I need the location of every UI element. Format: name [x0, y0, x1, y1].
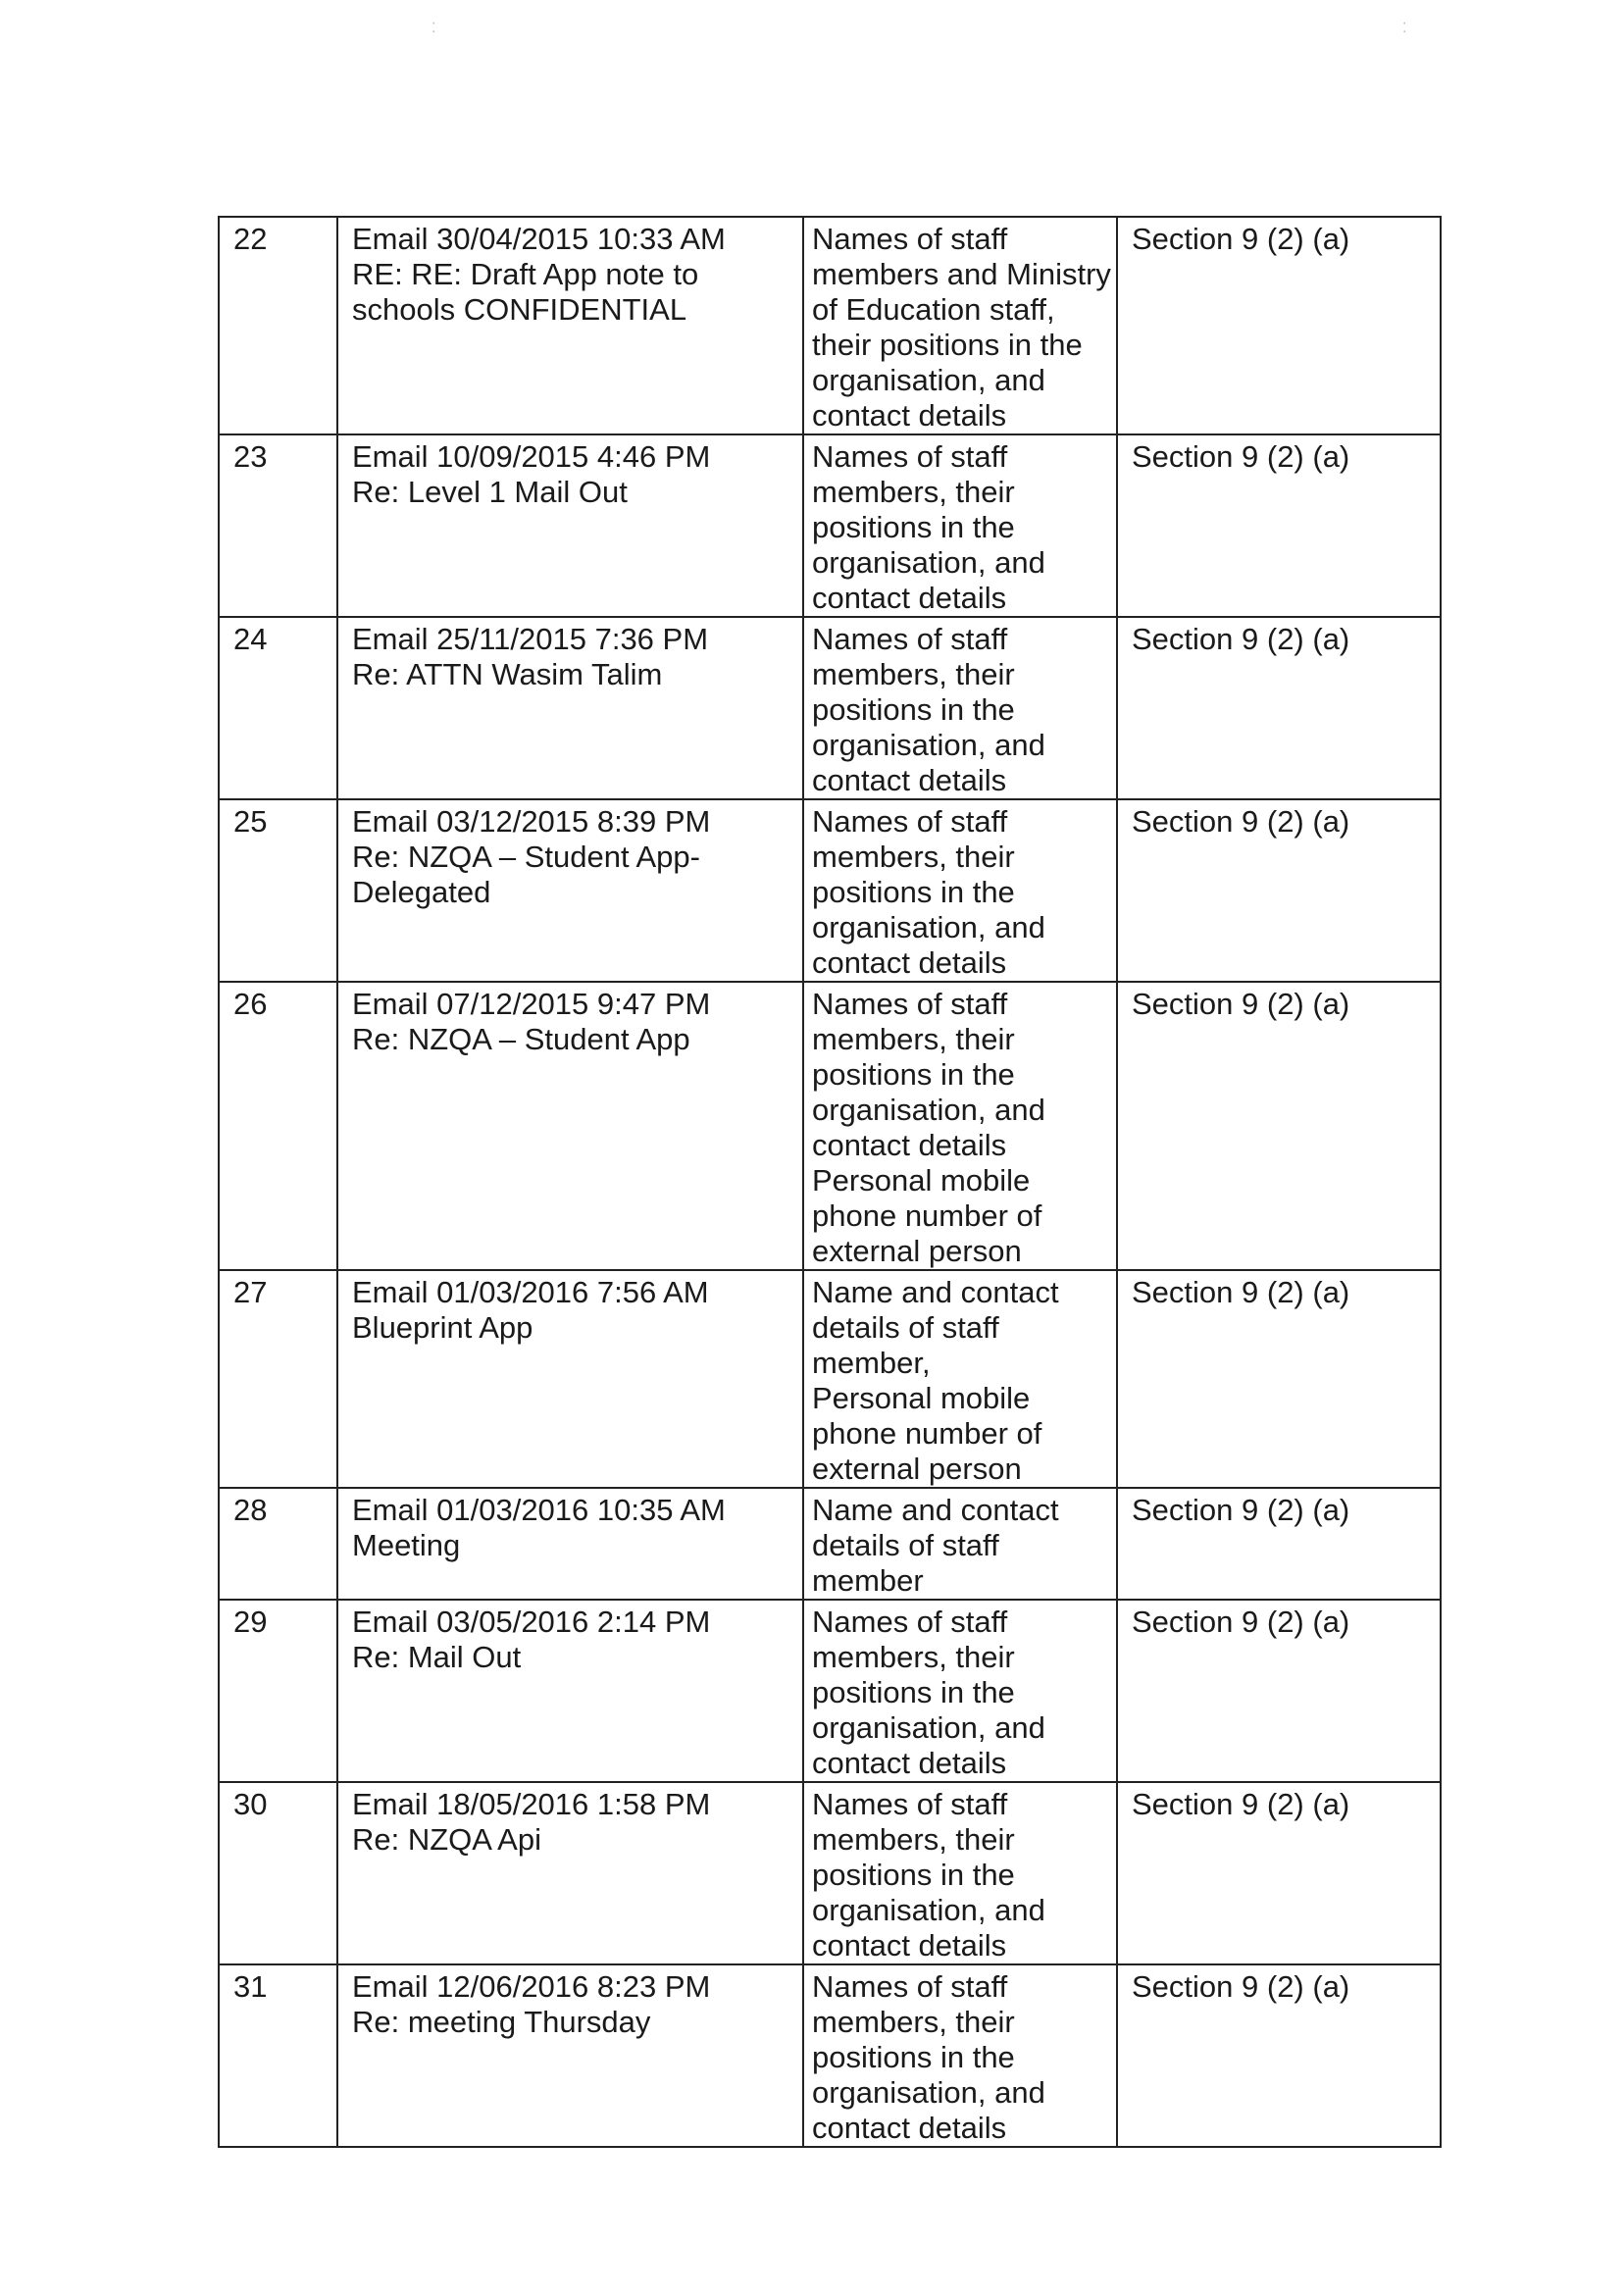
withheld-info-cell — [803, 1782, 1117, 1964]
section-cell — [1117, 1270, 1441, 1488]
document-description-line: Re: NZQA Api — [352, 1822, 541, 1857]
section-reference: Section 9 (2) (a) — [1132, 1275, 1350, 1309]
section-reference: Section 9 (2) (a) — [1132, 804, 1350, 839]
table-row — [219, 1782, 1441, 1964]
withheld-info-cell — [803, 1488, 1117, 1600]
withheld-info-line: contact details — [812, 1746, 1007, 1780]
document-description-line: Re: ATTN Wasim Talim — [352, 657, 663, 691]
withheld-info-line: members, their — [812, 1640, 1015, 1674]
document-schedule-table — [218, 216, 1442, 2148]
document-description-line: Email 12/06/2016 8:23 PM — [352, 1969, 711, 2004]
withheld-info-line: Name and contact — [812, 1275, 1059, 1309]
document-description-line: Re: Level 1 Mail Out — [352, 475, 628, 509]
document-description-cell — [337, 1270, 803, 1488]
withheld-info-line: contact details — [812, 2111, 1007, 2145]
document-description-line: Email 03/12/2015 8:39 PM — [352, 804, 711, 839]
table-row — [219, 799, 1441, 982]
document-number-cell — [219, 434, 337, 617]
withheld-info-line: contact details — [812, 763, 1007, 797]
document-number: 31 — [233, 1969, 268, 2004]
document-number: 23 — [233, 439, 268, 474]
withheld-info-line: members, their — [812, 2005, 1015, 2039]
withheld-info-cell — [803, 982, 1117, 1270]
withheld-info-line: organisation, and — [812, 1893, 1045, 1927]
section-reference: Section 9 (2) (a) — [1132, 987, 1350, 1021]
document-description-line: Re: NZQA – Student App- — [352, 840, 700, 874]
withheld-info-line: Names of staff — [812, 804, 1008, 839]
withheld-info-line: contact details — [812, 1128, 1007, 1162]
withheld-info-line: Names of staff — [812, 1605, 1008, 1639]
document-number-cell — [219, 1600, 337, 1782]
document-description-line: schools CONFIDENTIAL — [352, 292, 687, 327]
document-number: 25 — [233, 804, 268, 839]
withheld-info-line: Names of staff — [812, 1787, 1008, 1821]
document-description-cell — [337, 617, 803, 799]
document-number-cell — [219, 617, 337, 799]
document-number: 30 — [233, 1787, 268, 1821]
withheld-info-line: contact details — [812, 581, 1007, 615]
section-reference: Section 9 (2) (a) — [1132, 1969, 1350, 2004]
document-description-cell — [337, 434, 803, 617]
withheld-info-line: organisation, and — [812, 2075, 1045, 2110]
document-number-cell — [219, 1488, 337, 1600]
withheld-info-line: organisation, and — [812, 1093, 1045, 1127]
section-cell — [1117, 1782, 1441, 1964]
withheld-info-cell — [803, 1964, 1117, 2147]
withheld-info-cell — [803, 434, 1117, 617]
withheld-info-line: organisation, and — [812, 910, 1045, 944]
table-row — [219, 1964, 1441, 2147]
withheld-info-line: contact details — [812, 1928, 1007, 1963]
withheld-info-line: positions in the — [812, 875, 1015, 909]
document-number-cell — [219, 217, 337, 434]
withheld-info-line: Names of staff — [812, 222, 1008, 256]
withheld-info-line: positions in the — [812, 1057, 1015, 1092]
withheld-info-line: details of staff — [812, 1528, 999, 1562]
document-description-line: Blueprint App — [352, 1310, 533, 1345]
document-description-cell — [337, 1782, 803, 1964]
withheld-info-line: members, their — [812, 1822, 1015, 1857]
withheld-info-line: positions in the — [812, 2040, 1015, 2074]
withheld-info-line: positions in the — [812, 510, 1015, 544]
table-row — [219, 982, 1441, 1270]
withheld-info-line: member, — [812, 1346, 931, 1380]
document-number-cell — [219, 799, 337, 982]
withheld-info-line: contact details — [812, 398, 1007, 433]
section-cell — [1117, 1488, 1441, 1600]
section-reference: Section 9 (2) (a) — [1132, 222, 1350, 256]
withheld-info-line: their positions in the — [812, 328, 1083, 362]
document-description-cell — [337, 1964, 803, 2147]
section-reference: Section 9 (2) (a) — [1132, 1787, 1350, 1821]
withheld-info-line: positions in the — [812, 692, 1015, 727]
withheld-info-line: Names of staff — [812, 987, 1008, 1021]
withheld-info-line: phone number of — [812, 1198, 1042, 1233]
withheld-info-line: external person — [812, 1234, 1022, 1268]
withheld-info-cell — [803, 217, 1117, 434]
document-description-cell — [337, 217, 803, 434]
scan-speck: ⁚ — [1402, 20, 1407, 35]
document-number: 29 — [233, 1605, 268, 1639]
section-cell — [1117, 617, 1441, 799]
table-row — [219, 1488, 1441, 1600]
withheld-info-line: members, their — [812, 840, 1015, 874]
document-description-line: Email 25/11/2015 7:36 PM — [352, 622, 709, 656]
withheld-info-cell — [803, 617, 1117, 799]
scan-speck: ⁚ — [431, 20, 436, 35]
document-number: 27 — [233, 1275, 268, 1309]
withheld-info-line: members and Ministry — [812, 257, 1111, 291]
withheld-info-cell — [803, 1600, 1117, 1782]
withheld-info-line: positions in the — [812, 1675, 1015, 1709]
withheld-info-line: details of staff — [812, 1310, 999, 1345]
document-number: 28 — [233, 1493, 268, 1527]
document-number: 22 — [233, 222, 268, 256]
table-row — [219, 434, 1441, 617]
document-number-cell — [219, 1270, 337, 1488]
withheld-info-line: organisation, and — [812, 363, 1045, 397]
withheld-info-cell — [803, 1270, 1117, 1488]
document-description-line: Re: meeting Thursday — [352, 2005, 651, 2039]
document-description-line: Email 18/05/2016 1:58 PM — [352, 1787, 711, 1821]
withheld-info-line: members, their — [812, 475, 1015, 509]
section-reference: Section 9 (2) (a) — [1132, 439, 1350, 474]
withheld-info-line: members, their — [812, 657, 1015, 691]
withheld-info-cell — [803, 799, 1117, 982]
section-reference: Section 9 (2) (a) — [1132, 1493, 1350, 1527]
document-description-line: Delegated — [352, 875, 491, 909]
withheld-info-line: phone number of — [812, 1416, 1042, 1451]
table-row — [219, 1600, 1441, 1782]
document-description-cell — [337, 982, 803, 1270]
section-reference: Section 9 (2) (a) — [1132, 622, 1350, 656]
document-description-line: Meeting — [352, 1528, 461, 1562]
withheld-info-line: Names of staff — [812, 439, 1008, 474]
document-number: 24 — [233, 622, 268, 656]
withheld-info-line: Names of staff — [812, 622, 1008, 656]
document-description-cell — [337, 1600, 803, 1782]
table-row — [219, 617, 1441, 799]
section-cell — [1117, 799, 1441, 982]
section-cell — [1117, 982, 1441, 1270]
withheld-info-line: Personal mobile — [812, 1381, 1031, 1415]
withheld-info-line: members, their — [812, 1022, 1015, 1056]
document-number-cell — [219, 1782, 337, 1964]
document-description-line: RE: RE: Draft App note to — [352, 257, 699, 291]
document-description-line: Email 30/04/2015 10:33 AM — [352, 222, 726, 256]
withheld-info-line: positions in the — [812, 1858, 1015, 1892]
withheld-info-line: Names of staff — [812, 1969, 1008, 2004]
document-number-cell — [219, 1964, 337, 2147]
document-description-cell — [337, 1488, 803, 1600]
document-description-line: Email 01/03/2016 7:56 AM — [352, 1275, 709, 1309]
document-description-line: Re: NZQA – Student App — [352, 1022, 690, 1056]
table-row — [219, 217, 1441, 434]
section-cell — [1117, 434, 1441, 617]
withheld-info-line: organisation, and — [812, 1710, 1045, 1745]
document-description-cell — [337, 799, 803, 982]
document-description-line: Email 07/12/2015 9:47 PM — [352, 987, 711, 1021]
table-row — [219, 1270, 1441, 1488]
document-description-line: Email 03/05/2016 2:14 PM — [352, 1605, 711, 1639]
document-description-line: Re: Mail Out — [352, 1640, 522, 1674]
document-description-line: Email 10/09/2015 4:46 PM — [352, 439, 711, 474]
document-number-cell — [219, 982, 337, 1270]
section-cell — [1117, 217, 1441, 434]
withheld-info-line: organisation, and — [812, 728, 1045, 762]
section-reference: Section 9 (2) (a) — [1132, 1605, 1350, 1639]
document-number: 26 — [233, 987, 268, 1021]
section-cell — [1117, 1964, 1441, 2147]
withheld-info-line: external person — [812, 1452, 1022, 1486]
document-description-line: Email 01/03/2016 10:35 AM — [352, 1493, 726, 1527]
withheld-info-line: member — [812, 1563, 924, 1598]
withheld-info-line: of Education staff, — [812, 292, 1055, 327]
withheld-info-line: Name and contact — [812, 1493, 1059, 1527]
section-cell — [1117, 1600, 1441, 1782]
withheld-info-line: contact details — [812, 945, 1007, 980]
withheld-info-line: organisation, and — [812, 545, 1045, 580]
withheld-info-line: Personal mobile — [812, 1163, 1031, 1198]
